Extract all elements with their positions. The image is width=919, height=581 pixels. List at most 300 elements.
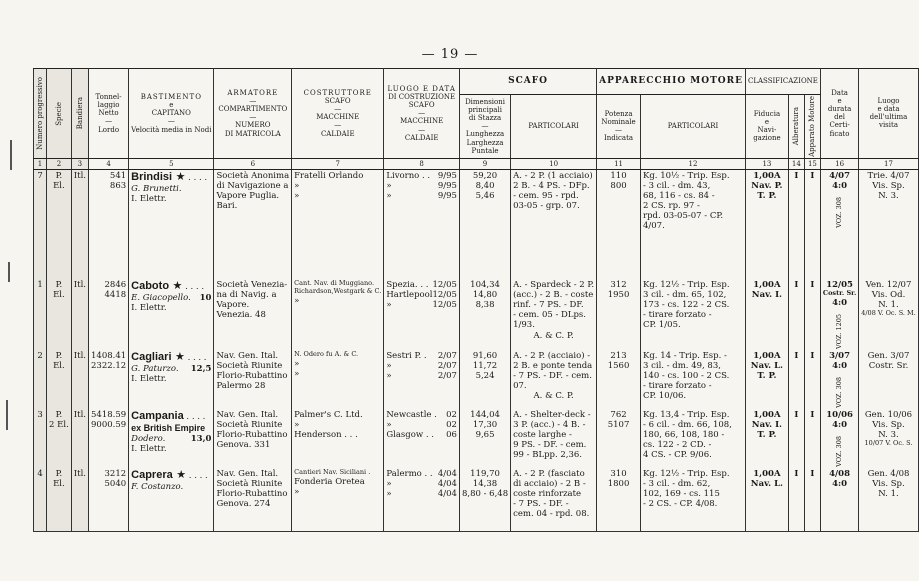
header-line: MACCHINE (400, 117, 444, 126)
build-date: 9/95 (437, 170, 457, 181)
entry-particolari-scafo (511, 350, 597, 409)
entry-fiducia (745, 169, 788, 279)
header-line: Fiducia (753, 110, 781, 119)
entry-fiducia (745, 409, 788, 468)
header-line: SCAFO (408, 101, 435, 110)
header-line: e data (877, 105, 900, 114)
entry-number: 4 (34, 468, 47, 532)
entry-luogo-data (384, 409, 460, 468)
entry-potenza (597, 468, 641, 532)
build-place: » (386, 361, 392, 372)
entry-dimensioni (459, 350, 510, 409)
cell-line: P. (55, 468, 63, 479)
entry-particolari-scafo (511, 409, 597, 468)
cell-line: Nav. I. (751, 290, 783, 301)
col-particolari-motore: PARTICOLARI (641, 95, 746, 159)
cell-line: A. - 2 P. (fasciato (513, 468, 585, 479)
cell-line: P. (55, 351, 63, 362)
cell-line: di acciaio) - 2 B - (513, 478, 586, 489)
vertical-note: VOZ. 1205 (834, 314, 843, 350)
cell-line: 2322.12 (91, 361, 127, 372)
entry-apparato-motore: I (804, 169, 820, 279)
table-row (34, 169, 919, 279)
cell-line: 9,65 (475, 430, 495, 441)
build-date: 02 (446, 410, 457, 420)
entry-armatore (214, 279, 292, 350)
entry-costruttore (292, 409, 384, 468)
cell-line: 4418 (104, 290, 127, 301)
column-number: 7 (292, 158, 384, 169)
build-place-line (386, 181, 457, 191)
registry-note: I. Elettr. (131, 374, 167, 385)
cell-line: Florio-Rubattino (216, 430, 288, 441)
cell-line: - 7 PS. - DF. - (513, 498, 569, 509)
column-number: 2 (47, 158, 72, 169)
entry-luogo-visita (859, 350, 919, 409)
build-place: Newcastle . (386, 410, 437, 420)
cell-line: Florio-Rubattino (216, 488, 288, 499)
build-place: » (386, 371, 392, 382)
header-line: — (167, 117, 175, 126)
cell-line: 07. (513, 381, 527, 392)
cell-line: P. (55, 410, 63, 420)
cell-line: Kg. 13,4 - Trip. Esp. (643, 410, 730, 420)
cell-line: T. P. (757, 371, 777, 382)
build-place: Palermo . . (386, 468, 433, 479)
entry-specie (47, 169, 72, 279)
cell-line: Società Anonima (216, 170, 290, 181)
star-icon: ★ (172, 169, 186, 183)
entry-tonnage (89, 409, 129, 468)
cell-line: El. (53, 290, 65, 301)
visit-line: 4/08 V. Oc. S. M. (861, 309, 916, 318)
header-line: durata (827, 105, 852, 114)
cell-line: coste rinforzate (513, 488, 582, 499)
cell-line: Genova. 274 (216, 498, 271, 509)
cell-line: 59,20 (472, 170, 498, 181)
build-place-line (386, 410, 457, 420)
build-date: 9/95 (437, 190, 457, 201)
cell-line: P. (55, 280, 63, 291)
vertical-note: VOZ. 308 (834, 436, 843, 467)
build-place: » (386, 190, 392, 201)
cell-line: 11,72 (472, 361, 498, 372)
cell-line: cs. 122 - 2 CD. - (643, 440, 712, 451)
star-icon: ★ (169, 279, 183, 293)
cell-line: 03-05 - grp. 07. (513, 200, 580, 211)
entry-luogo-data (384, 279, 460, 350)
header-line: gazione (753, 134, 781, 143)
entry-ship (129, 350, 214, 409)
entry-ship (129, 409, 214, 468)
visit-line: 10/07 V. Oc. S. (864, 439, 913, 448)
entry-luogo-visita (859, 468, 919, 532)
header-line: Luogo (877, 97, 900, 106)
entry-specie (47, 350, 72, 409)
entry-ship (129, 279, 214, 350)
ship-name: Campania (131, 410, 184, 422)
ship-name-line (131, 280, 211, 293)
cell-line: 8,40 (475, 180, 495, 191)
header-line: Puntale (471, 146, 499, 155)
build-place-line (386, 191, 457, 201)
col-luogo-data (384, 69, 460, 159)
header-line: LUOGO E DATA (387, 85, 456, 94)
entry-costruttore (292, 350, 384, 409)
cell-line: di Navigazione a (216, 180, 289, 191)
column-number: 8 (384, 158, 460, 169)
cell-line: P. (55, 170, 63, 181)
build-date: 9/95 (437, 180, 457, 191)
build-place: » (386, 478, 392, 489)
entry-potenza (597, 409, 641, 468)
cell-line: (acc.) - 2 B. - coste (513, 290, 594, 301)
header-line: CAPITANO (151, 109, 191, 118)
registry-note: I. Elettr. (131, 303, 167, 314)
entry-alberatura: I (788, 468, 804, 532)
cell-line: Nav. I. (751, 420, 783, 431)
column-number: 12 (641, 158, 746, 169)
build-place: Glasgow . . (386, 430, 434, 441)
cell-line: 5,46 (475, 190, 495, 201)
table-row (34, 409, 919, 468)
header-line: principali (468, 106, 502, 115)
cell-line: Fratelli Orlando (294, 170, 364, 181)
header-line: MACCHINE (316, 113, 360, 122)
cell-line: Società Venezia- (216, 280, 288, 291)
col-specie: Specie (47, 69, 72, 159)
cell-line: Cantieri Nav. Siciliani . (294, 467, 371, 476)
cell-line: 3 cil. - dm. 65, 102, (643, 290, 727, 301)
star-icon: ★ (171, 350, 185, 364)
cert-line: 3/07 (829, 351, 850, 362)
entry-apparato-motore: I (804, 279, 820, 350)
entry-dimensioni (459, 279, 510, 350)
cell-line: 1,00A (753, 351, 781, 362)
cell-line: 1950 (607, 290, 630, 301)
cell-line: 9000.59 (91, 420, 127, 431)
cell-line: 5107 (607, 420, 630, 431)
cert-line: 4/07 (829, 170, 850, 181)
entry-costruttore (292, 468, 384, 532)
cell-line: 110 (610, 170, 627, 181)
ship-name-line (131, 351, 211, 364)
cell-line: Kg. 12½ - Trip. Esp. (643, 468, 730, 479)
cell-line: 3212 (104, 468, 127, 479)
cell-line: 1408.41 (91, 351, 127, 362)
header-line: e (837, 97, 842, 106)
cell-line: - 3 cil. - dm. 43, (643, 180, 711, 191)
cell-line: » (294, 295, 300, 306)
visit-line: Vis. Sp. (872, 478, 905, 489)
cell-line: 102, 169 - cs. 115 (643, 488, 720, 499)
cell-line: - 3 cil. - dm. 62, (643, 478, 711, 489)
col-potenza (597, 95, 641, 159)
ship-name: Brindisi (131, 170, 173, 183)
cell-line: » (294, 358, 300, 369)
captain-name-text: G. Paturzo. (131, 364, 179, 375)
build-place-line (386, 479, 457, 489)
column-number: 4 (89, 158, 129, 169)
captain-name (131, 293, 211, 303)
col-data-durata (820, 69, 858, 159)
cell-line: Nav. P. (751, 180, 783, 191)
cell-line: 173 - cs. 122 - 2 CS. (643, 300, 730, 311)
cell-line: 104,34 (470, 280, 500, 291)
column-number: 17 (859, 158, 919, 169)
cell-line: - tirare forzato - (643, 310, 712, 321)
visit-line: Gen. 4/08 (867, 468, 910, 479)
cell-line: Società Riunite (216, 361, 283, 372)
ship-speed: 12,5 (190, 364, 212, 375)
cell-line: Nav. Gen. Ital. (216, 410, 279, 420)
entry-specie (47, 279, 72, 350)
visit-line: N. 3. (878, 430, 899, 441)
entry-data-certificato (820, 169, 858, 279)
cell-line: 8,38 (475, 300, 495, 311)
col-bastimento (129, 69, 214, 159)
header-line: Larghezza (466, 138, 504, 147)
ship-name: Caboto (131, 280, 170, 293)
cell-line: El. (53, 180, 65, 191)
column-number: 1 (34, 158, 47, 169)
build-place: » (386, 180, 392, 191)
header-line: DI MATRICOLA (224, 129, 281, 138)
captain-name (131, 364, 211, 374)
cell-line: Fonderia Oretea (294, 476, 365, 487)
cell-line: 310 (610, 468, 627, 479)
entry-bandiera: Itl. (71, 350, 88, 409)
entry-alberatura: I (788, 169, 804, 279)
col-costruttore (292, 69, 384, 159)
col-armatore (214, 69, 292, 159)
cell-line: Bari. (216, 200, 238, 211)
visit-line: Gen. 3/07 (867, 351, 910, 362)
captain-name-text: E. Giacopello. (131, 293, 191, 304)
cell-line: 140 - cs. 100 - 2 CS. (643, 371, 730, 382)
build-date: 4/04 (437, 468, 457, 479)
entry-costruttore (292, 169, 384, 279)
build-place: Spezia. . . (386, 280, 429, 291)
cell-line: 1,00A (753, 170, 781, 181)
cert-line: Costr. Sr. (822, 289, 857, 298)
header-line: ARMATORE (227, 89, 279, 98)
table-row (34, 279, 919, 350)
cell-line: 1,00A (753, 280, 781, 291)
cert-line: 4:0 (832, 478, 848, 489)
cell-line: 119,70 (470, 468, 500, 479)
col-fiducia (745, 95, 788, 159)
cell-line: 2 El. (49, 420, 69, 431)
column-number: 15 (804, 158, 820, 169)
cell-line: 5418.59 (91, 410, 127, 420)
entry-armatore (214, 468, 292, 532)
col-particolari-scafo: PARTICOLARI (511, 95, 597, 159)
captain-name: G. Brunetti. (131, 183, 182, 194)
header-line: e (169, 101, 174, 110)
vertical-note: VOZ. 308 (834, 196, 843, 228)
entry-luogo-data (384, 468, 460, 532)
cell-line: 762 (610, 410, 627, 420)
entry-particolari-scafo (511, 468, 597, 532)
column-number: 10 (511, 158, 597, 169)
entry-luogo-visita (859, 169, 919, 279)
build-date: 4/04 (437, 478, 457, 489)
ship-name: Caprera (131, 468, 173, 481)
entry-data-certificato (820, 409, 858, 468)
cell-line: T. P. (757, 430, 777, 441)
vertical-note: VOZ. 308 (834, 377, 843, 408)
col-scafo: SCAFO (459, 69, 596, 95)
col-dimensioni (459, 95, 510, 159)
build-place-line (386, 290, 457, 300)
cell-line: A. - Spardeck - 2 P. (513, 280, 595, 291)
entry-armatore (214, 169, 292, 279)
header-line: visita (878, 121, 898, 130)
ship-former-name: ex British Empire (131, 422, 206, 433)
leader-dots: . . . . (185, 172, 208, 183)
cell-line: rpd. 03-05-07 - CP. (643, 210, 724, 221)
entry-apparato-motore: I (804, 409, 820, 468)
entry-tonnage (89, 350, 129, 409)
build-place-line (386, 300, 457, 310)
entry-bandiera: Itl. (71, 169, 88, 279)
cell-line: Società Riunite (216, 478, 283, 489)
table-body (34, 169, 919, 531)
entry-costruttore (292, 279, 384, 350)
cell-line: Vapore. (216, 300, 250, 311)
cell-line: 8,80 - 6,48 (461, 488, 509, 499)
cell-line: Palmer's C. Ltd. (294, 410, 363, 420)
cell-line: 9 PS. - DF. - cem. (513, 440, 587, 451)
captain-name (131, 434, 211, 444)
build-date: 2/07 (437, 371, 457, 382)
build-place-line (386, 171, 457, 181)
cell-line: 2 B. e ponte tenda (513, 361, 593, 372)
column-number: 14 (788, 158, 804, 169)
entry-fiducia (745, 468, 788, 532)
header-line: ficato (829, 129, 850, 138)
cell-line: A. - Shelter-deck - (513, 410, 591, 420)
build-date: 2/07 (437, 361, 457, 372)
cell-line: 800 (610, 180, 627, 191)
cell-line: Cant. Nav. di Muggiano. (294, 279, 375, 288)
table-row (34, 468, 919, 532)
build-date: 06 (446, 430, 457, 441)
entry-ship (129, 468, 214, 532)
cell-line: 2846 (104, 280, 127, 291)
cell-line: Genova. 331 (216, 440, 271, 451)
header-line: — (249, 113, 257, 122)
col-apparato-motore: Apparato Motore (804, 95, 820, 159)
build-place-line (386, 351, 457, 361)
entry-particolari-scafo (511, 279, 597, 350)
entry-specie (47, 468, 72, 532)
ship-name-line (131, 171, 211, 184)
ship-name-line (131, 410, 211, 423)
cell-line: 4/07. (643, 221, 665, 231)
entry-tonnage (89, 279, 129, 350)
cell-line: 14,38 (472, 478, 498, 489)
cell-line: El. (53, 478, 65, 489)
build-place-line (386, 420, 457, 430)
col-classificazione: CLASSIFICAZIONE (745, 69, 820, 95)
cell-line: » (294, 420, 300, 431)
cell-line: 1560 (607, 361, 630, 372)
entry-armatore (214, 350, 292, 409)
header-line: — (481, 122, 489, 131)
ship-register-table (33, 68, 919, 532)
cell-line: Richardson,Westgark & C. (294, 287, 382, 296)
cell-line: coste larghe - (513, 430, 572, 441)
ship-speed: 10 (199, 293, 212, 304)
cell-line: 99 - BLpp. 2,36. (513, 450, 583, 461)
header-line: e (764, 118, 769, 127)
margin-mark (8, 262, 10, 282)
cell-line: Henderson . . . (294, 430, 358, 441)
col-alberatura: Alberatura (788, 95, 804, 159)
entry-number: 3 (34, 409, 47, 468)
cell-line: 312 (610, 280, 627, 291)
cell-line: - 6 cil. - dm. 66, 108, (643, 420, 732, 431)
entry-apparato-motore: I (804, 468, 820, 532)
registry-note: I. Elettr. (131, 193, 167, 204)
build-place-line (386, 489, 457, 499)
entry-number: 2 (34, 350, 47, 409)
header-line: SCAFO (324, 97, 351, 106)
cell-line: 213 (610, 351, 627, 362)
entry-particolari-scafo (511, 169, 597, 279)
cert-line: 4:0 (832, 298, 848, 309)
cell-line: 1,00A (753, 468, 781, 479)
cell-line: Vapore Puglia. (216, 190, 280, 201)
cert-line: 10/06 (826, 410, 853, 420)
build-place-line (386, 280, 457, 290)
cert-line: 4:0 (832, 180, 848, 191)
entry-luogo-data (384, 169, 460, 279)
header-line: NUMERO (235, 121, 271, 130)
table-row (34, 350, 919, 409)
cell-line: Nav. L. (750, 478, 784, 489)
visit-line: N. 3. (878, 190, 899, 201)
margin-mark (6, 400, 8, 430)
cell-line: 3 P. (acc.) - 4 B. - (513, 420, 586, 431)
leader-dots: . . . . (184, 353, 207, 364)
entry-potenza (597, 350, 641, 409)
cell-line: - cem. 05 - DLps. (513, 310, 586, 321)
build-place: Livorno . . (386, 170, 431, 181)
entry-dimensioni (459, 468, 510, 532)
header-line: Dimensioni (465, 98, 505, 107)
cell-line: 144,04 (470, 410, 500, 420)
col-bandiera: Bandiera (71, 69, 88, 159)
build-place: Sestri P. . (386, 351, 427, 362)
ship-name: Cagliari (131, 351, 172, 364)
cell-line: 2 CS. rp. 97 - (643, 200, 700, 211)
cell-line: 5,24 (475, 371, 495, 382)
build-place: Hartlepool (386, 290, 433, 301)
cell-line: CP. 10/06. (643, 391, 687, 402)
visit-line: Vis. Sp. (872, 180, 905, 191)
ship-name-line (131, 469, 211, 482)
cell-line: 5040 (104, 478, 127, 489)
entry-bandiera: Itl. (71, 468, 88, 532)
cell-line: » (294, 190, 300, 201)
cell-line: A. - 2 P. (acciaio) - (513, 351, 591, 362)
col-tonnellaggio (89, 69, 129, 159)
build-date: 4/04 (437, 488, 457, 499)
header-line: Navi- (757, 126, 777, 135)
